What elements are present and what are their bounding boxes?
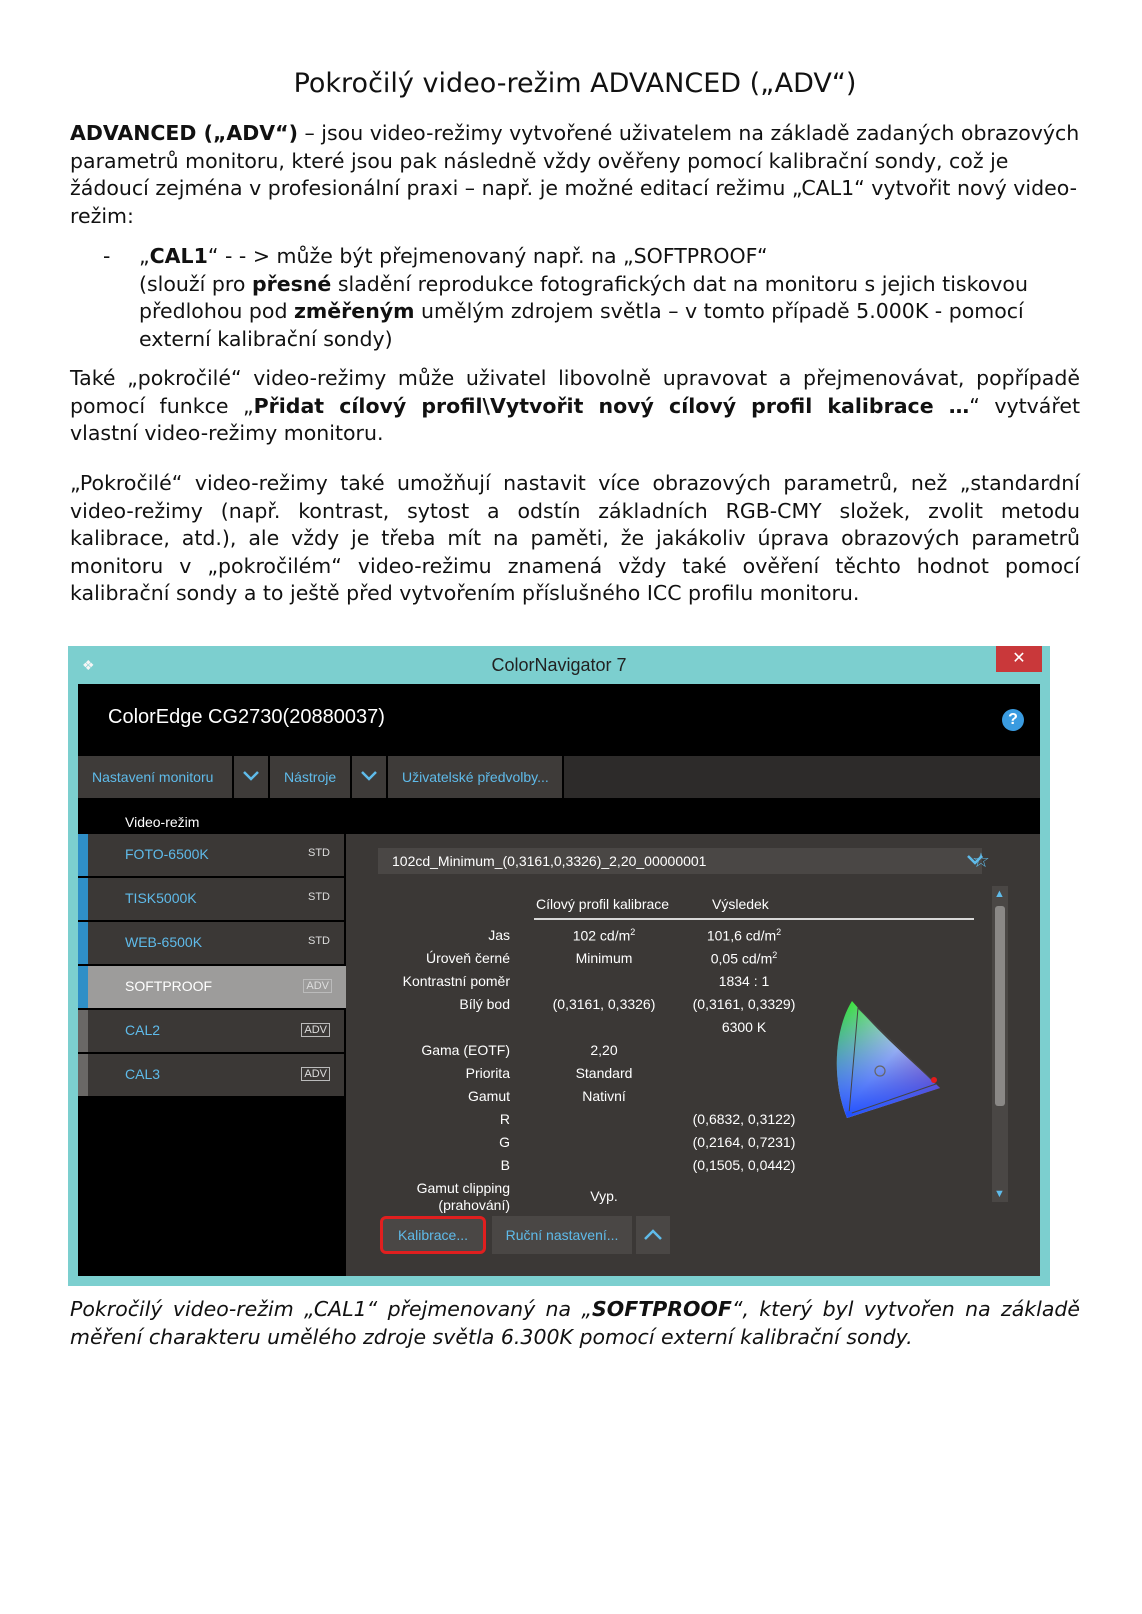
- app-logo-icon: ❖: [82, 657, 95, 673]
- mode-tag: ADV: [301, 1023, 330, 1037]
- column-target: Cílový profil kalibrace: [536, 896, 670, 912]
- p2-line-3: vlastní video-režimy monitoru.: [70, 421, 384, 445]
- mode-tag: STD: [308, 935, 330, 947]
- mode-tag: ADV: [301, 1067, 330, 1081]
- menu-bar: [78, 756, 1040, 798]
- mode-name: WEB-6500K: [125, 934, 203, 950]
- bullet-dash: -: [103, 244, 111, 268]
- intro-bold: ADVANCED („ADV“): [70, 121, 299, 145]
- calibration-button[interactable]: Kalibrace...: [380, 1216, 486, 1254]
- tools-dropdown[interactable]: [350, 756, 386, 798]
- cap-l1b: SOFTPROOF: [592, 1297, 732, 1321]
- monitor-settings-dropdown[interactable]: [232, 756, 268, 798]
- colornavigator-window: [68, 646, 1050, 1286]
- window-close-button[interactable]: ✕: [996, 646, 1042, 672]
- clip-label-1: Gamut clipping: [416, 1180, 510, 1196]
- vertical-scrollbar[interactable]: [992, 886, 1008, 1202]
- p3-line-4: monitoru v „pokročilém“ video-režimu znamená vždy také ověření těchto hodnot pomocí: [70, 553, 1080, 578]
- bullet-line1: “ - - > může být přejmenovaný např. na „SOFTPROOF“: [207, 244, 768, 268]
- bullet-presne: přesné: [251, 271, 332, 296]
- table-row: Jas 102 $cd/m^2$ 101,6 $cd/m^2$: [488, 927, 782, 944]
- table-row: Úroveň černé Minimum 0,05 $cd/m^2$: [425, 950, 778, 967]
- p2-l2a: pomocí funkce „: [70, 393, 254, 418]
- column-result: Výsledek: [712, 896, 769, 912]
- mode-item[interactable]: [78, 1010, 344, 1052]
- mode-name: CAL2: [125, 1022, 161, 1038]
- mode-item[interactable]: [78, 1054, 344, 1096]
- chevron-up-icon: [644, 1228, 662, 1242]
- table-row: Gamut Nativní: [467, 1088, 626, 1104]
- p2-line-1: Také „pokročilé“ video-režimy může uživatel libovolně upravovat a přejmenovávat, popřípadě: [70, 366, 1080, 390]
- mode-item-selected[interactable]: [78, 966, 346, 1008]
- bullet-cal1: CAL1: [149, 244, 208, 268]
- table-row: Gama (EOTF) 2,20: [421, 1042, 618, 1058]
- bullet-zmereny: změřeným: [293, 299, 415, 323]
- scroll-thumb[interactable]: [995, 906, 1005, 1106]
- profile-panel: [346, 834, 1040, 1276]
- caption-line-2: měření charakteru umělého zdroje světla 6.300K pomocí externí kalibrační sondy.: [70, 1324, 913, 1349]
- mode-tag: STD: [308, 847, 330, 859]
- p3-line-5: kalibrační sondy a to ještě před vytvořením příslušného ICC profilu monitoru.: [70, 581, 860, 605]
- p3-line-1: „Pokročilé“ video-režimy také umožňují nastavit více obrazových parametrů, než „standardní: [70, 471, 1080, 495]
- mode-item[interactable]: [78, 922, 344, 964]
- cap-l1a: Pokročilý video-režim „CAL1“ přejmenovaný na „: [70, 1297, 593, 1321]
- bullet-text-c: umělým zdrojem světla – v tomto případě 5.000K - pomocí externí kalibrační sondy): [139, 299, 1024, 351]
- cap-l1c: “, který byl vytvořen na základě: [731, 1297, 1081, 1321]
- table-row: Kontrastní poměr 1834 : 1: [402, 973, 770, 989]
- p3-line-3: kalibrace, atd.), ale vždy je třeba mít na paměti, že jakákoliv úprava obrazových parametrů: [70, 526, 1080, 550]
- gamut-diagram: [822, 996, 942, 1126]
- table-row: G (0,2164, 0,7231): [499, 1134, 796, 1150]
- chevron-down-icon: [361, 770, 377, 782]
- table-row: R (0,6832, 0,3122): [499, 1111, 796, 1127]
- mode-tag: STD: [308, 891, 330, 903]
- menu-tools[interactable]: Nástroje: [284, 756, 336, 798]
- help-icon[interactable]: ?: [1002, 709, 1024, 731]
- table-row: Priorita Standard: [465, 1065, 633, 1081]
- chevron-down-icon: [243, 770, 259, 782]
- video-mode-label: Video-režim: [125, 814, 200, 830]
- scroll-up-icon[interactable]: ▲: [994, 888, 1005, 900]
- mode-tag: ADV: [303, 979, 332, 993]
- intro-paragraph: [70, 120, 1080, 230]
- table-row: B (0,1505, 0,0442): [500, 1157, 796, 1173]
- menu-user-presets[interactable]: Uživatelské předvolby...: [402, 756, 549, 798]
- app-body: [78, 684, 1040, 1276]
- table-row: Bílý bod (0,3161, 0,3326) (0,3161, 0,3329): [459, 996, 796, 1012]
- mode-name: SOFTPROOF: [125, 978, 213, 994]
- bullet-text-a: (slouží pro: [139, 271, 252, 296]
- monitor-model: ColorEdge CG2730(20880037): [108, 706, 385, 728]
- clip-value: Vyp.: [590, 1188, 618, 1204]
- clip-label-2: (prahování): [438, 1197, 510, 1213]
- profile-select[interactable]: [378, 848, 982, 874]
- p2-l2c: “ vytvářet: [969, 393, 1080, 418]
- p2-line-2: [70, 393, 1080, 421]
- figure-caption: [70, 1296, 1080, 1351]
- bullet-text-b: sladění reprodukce fotografických dat na monitoru s jejich tiskovou předlohou pod: [139, 271, 1028, 323]
- collapse-button[interactable]: [636, 1216, 670, 1254]
- p2-l2b: Přidat cílový profil\Vytvořit nový cílový profil kalibrace …: [253, 393, 970, 418]
- window-title: ColorNavigator 7: [491, 655, 627, 675]
- page-title: Pokročilý video-režim ADVANCED („ADV“): [293, 68, 857, 99]
- mode-name: CAL3: [125, 1066, 161, 1082]
- manual-settings-button[interactable]: Ruční nastavení...: [492, 1216, 632, 1254]
- menu-monitor-settings[interactable]: Nastavení monitoru: [92, 756, 213, 798]
- caption-line-1: [70, 1296, 1080, 1324]
- paragraph-3: [70, 470, 1080, 608]
- profile-name: 102cd_Minimum_(0,3161,0,3326)_2,20_00000001: [392, 853, 707, 869]
- scroll-down-icon[interactable]: ▼: [994, 1188, 1005, 1200]
- gamut-clipping-row: [346, 1174, 986, 1213]
- table-row: 6300 K: [721, 1019, 767, 1035]
- bullet-quote: „: [139, 244, 150, 268]
- mode-item[interactable]: [78, 834, 344, 876]
- paragraph-2: [70, 365, 1080, 448]
- mode-item[interactable]: [78, 878, 344, 920]
- mode-name: FOTO-6500K: [125, 846, 209, 862]
- favorite-star-icon[interactable]: ☆: [972, 850, 990, 872]
- intro-text: – jsou video-režimy vytvořené uživatelem na základě zadaných obrazových parametrů monitoru, které jsou pak následně vždy ověřeny pomocí kalibrační sondy, což je žádoucí zejména v profesionální praxi – např. je možné editací režimu „CAL1“ vytvořit nový video-režim:: [70, 121, 1080, 228]
- mode-name: TISK5000K: [125, 890, 197, 906]
- p3-line-2: video-režimy (např. kontrast, sytost a odstín základních RGB-CMY složek, zvolit metodu: [70, 498, 1080, 523]
